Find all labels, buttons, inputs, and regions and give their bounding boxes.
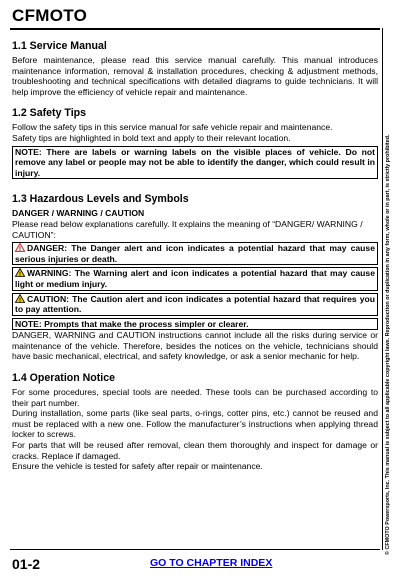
page-number: 01-2 — [12, 556, 41, 572]
service-manual-body: Before maintenance, please read this service manual carefully. This manual introduces maintenance information, removal & installation procedures, checking & adjustment methods, troubleshooting and technical specifications with detailed diagrams to guide technicians. It will help improve the efficiency of vehicle repair and maintenance. — [12, 55, 378, 97]
footer-rule — [10, 549, 380, 550]
svg-text:!: ! — [19, 246, 21, 253]
operation-notice-p2: During installation, some parts (like seal parts, o-rings, cotter pins, etc.) cannot be reused and must be replaced with a new one. Follow the manufacturer’s instructions when applying thread locker to screws. — [12, 408, 378, 440]
section-title-safety-tips: 1.2 Safety Tips — [12, 107, 86, 120]
hazard-outro: DANGER, WARNING and CAUTION instructions cannot include all the risks during service or maintenance of the vehicle. Therefore, besides the notices on the vehicle, technicians should have basic mechanical, electrical, and safety knowledge, or ask a senior mechanic for help. — [12, 330, 378, 362]
note-box: NOTE: Prompts that make the process simpler or clearer. — [12, 318, 378, 331]
svg-text:!: ! — [19, 297, 21, 303]
section-title-hazard-levels: 1.3 Hazardous Levels and Symbols — [12, 193, 189, 206]
svg-text:!: ! — [19, 272, 21, 278]
caution-text: CAUTION: The Caution alert and icon indicates a potential hazard that requires you to pay attention. — [15, 293, 375, 315]
brand-logo: CFMOTO — [12, 6, 88, 25]
safety-note-box: NOTE: There are labels or warning labels on the visible places of vehicle. Do not remove any label or people may not be able to identify the danger, which could result in injury. — [12, 146, 378, 180]
warning-icon — [15, 268, 25, 277]
page-content — [12, 40, 378, 472]
operation-notice-p4: Ensure the vehicle is tested for safety after repair or maintenance. — [12, 461, 263, 472]
caution-box — [12, 293, 378, 316]
danger-text: DANGER: The Danger alert and icon indicates a potential hazard that may cause serious injuries or death. — [15, 243, 375, 264]
danger-icon — [15, 243, 25, 252]
safety-tips-line-2: Safety tips are highlighted in bold text and apply to their relevant location. — [12, 132, 291, 143]
danger-box — [12, 242, 378, 265]
section-title-service-manual: 1.1 Service Manual — [12, 40, 107, 52]
hazard-intro: Please read below explanations carefully. It explains the meaning of “DANGER/ WARNING / CAUTION”: — [12, 218, 363, 240]
section-title-operation-notice: 1.4 Operation Notice — [12, 372, 116, 385]
side-rule — [382, 28, 383, 550]
operation-notice-p3: For parts that will be reused after removal, clean them thoroughly and inspect for damage or cracks. Replace if damaged. — [12, 440, 378, 461]
go-to-chapter-index-link[interactable]: GO TO CHAPTER INDEX — [150, 557, 273, 569]
safety-tips-line-1: Follow the safety tips in this service manual for safe vehicle repair and maintenance. — [12, 122, 333, 133]
warning-box — [12, 267, 378, 290]
hazard-subtitle: DANGER / WARNING / CAUTION — [12, 208, 145, 219]
caution-icon — [15, 294, 25, 303]
operation-notice-p1: For some procedures, special tools are needed. These tools can be purchased according to their part number. — [12, 387, 378, 408]
header-rule — [10, 28, 380, 30]
warning-text: WARNING: The Warning alert and icon indicates a potential hazard that may cause light or medium injury. — [15, 268, 375, 289]
